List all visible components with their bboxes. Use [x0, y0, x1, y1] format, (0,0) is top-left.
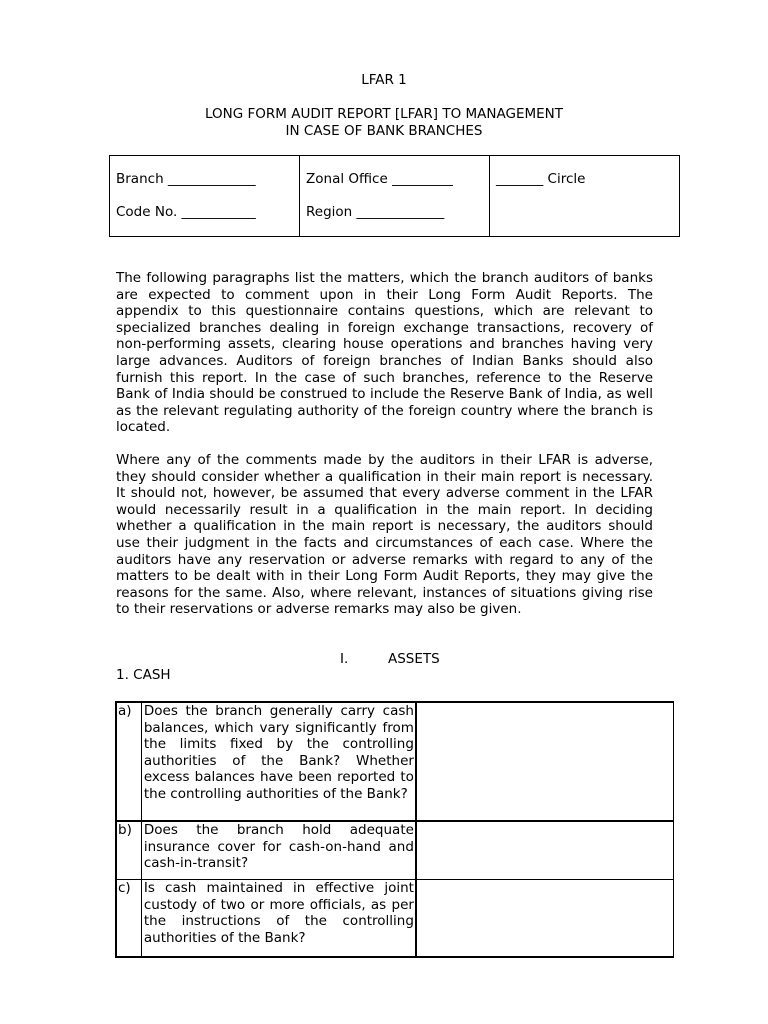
question-text: Does the branch hold adequate insurance cover for cash-on-hand and cash-in-transit? [141, 821, 416, 880]
cash-questions-table [115, 701, 674, 958]
document-title: LFAR 1 [361, 72, 407, 88]
subtitle-line-1: LONG FORM AUDIT REPORT [LFAR] TO MANAGEMENT [204, 106, 563, 122]
answer-cell[interactable] [416, 821, 674, 880]
question-index: c) [116, 880, 141, 958]
question-text: Does the branch generally carry cash balances, which vary significantly from the limits fixed by the controlling authorities of the Bank? Whether excess balances have been reported to the controlling authorities of the Bank? [141, 702, 416, 821]
document-subtitle [0, 106, 768, 139]
table-row [116, 702, 674, 821]
section-heading [340, 651, 440, 668]
branch-details-box [109, 155, 680, 237]
zonal-office-field: Zonal Office _________ [306, 171, 453, 187]
branch-cell [110, 156, 300, 236]
answer-cell[interactable] [416, 880, 674, 958]
table-row [116, 880, 674, 958]
region-field: Region _____________ [306, 203, 445, 220]
code-no-field: Code No. ___________ [116, 203, 256, 220]
answer-cell[interactable] [416, 702, 674, 821]
circle-cell [490, 156, 679, 236]
adverse-comments-paragraph: Where any of the comments made by the auditors in their LFAR is adverse, they should consider whether a qualification in their main report is necessary. It should not, however, be assumed that every adverse comment in the LFAR would necessarily result in a qualification in the main report. In deciding whether a qualification in the main report is necessary, the auditors should use their judgment in the facts and circumstances of each case. Where the auditors have any reservation or adverse remarks with regard to any of the matters to be dealt with in their Long Form Audit Reports, they may give the reasons for the same. Also, where relevant, instances of situations giving rise to their reservations or adverse remarks may also be given. [116, 452, 653, 618]
table-row [116, 821, 674, 880]
question-text: Is cash maintained in effective joint custody of two or more officials, as per the instructions of the controlling authorities of the Bank? [141, 880, 416, 958]
subtitle-line-2: IN CASE OF BANK BRANCHES [285, 122, 483, 139]
zonal-cell [300, 156, 490, 236]
intro-paragraph: The following paragraphs list the matters, which the branch auditors of banks are expected to comment upon in their Long Form Audit Reports. The appendix to this questionnaire contains questions, which are relevant to specialized branches dealing in foreign exchange transactions, recovery of non-performing assets, clearing house operations and branches having very large advances. Auditors of foreign branches of Indian Banks should also furnish this report. In the case of such branches, reference to the Reserve Bank of India should be construed to include the Reserve Bank of India, as well as the relevant regulating authority of the foreign country where the branch is located. [116, 270, 653, 436]
branch-field: Branch _____________ [116, 171, 256, 187]
subsection-heading: 1. CASH [116, 667, 171, 683]
section-title: ASSETS [388, 651, 440, 667]
question-index: a) [116, 702, 141, 821]
circle-field: _______ Circle [496, 171, 586, 187]
question-index: b) [116, 821, 141, 880]
section-number: I. [340, 651, 349, 667]
